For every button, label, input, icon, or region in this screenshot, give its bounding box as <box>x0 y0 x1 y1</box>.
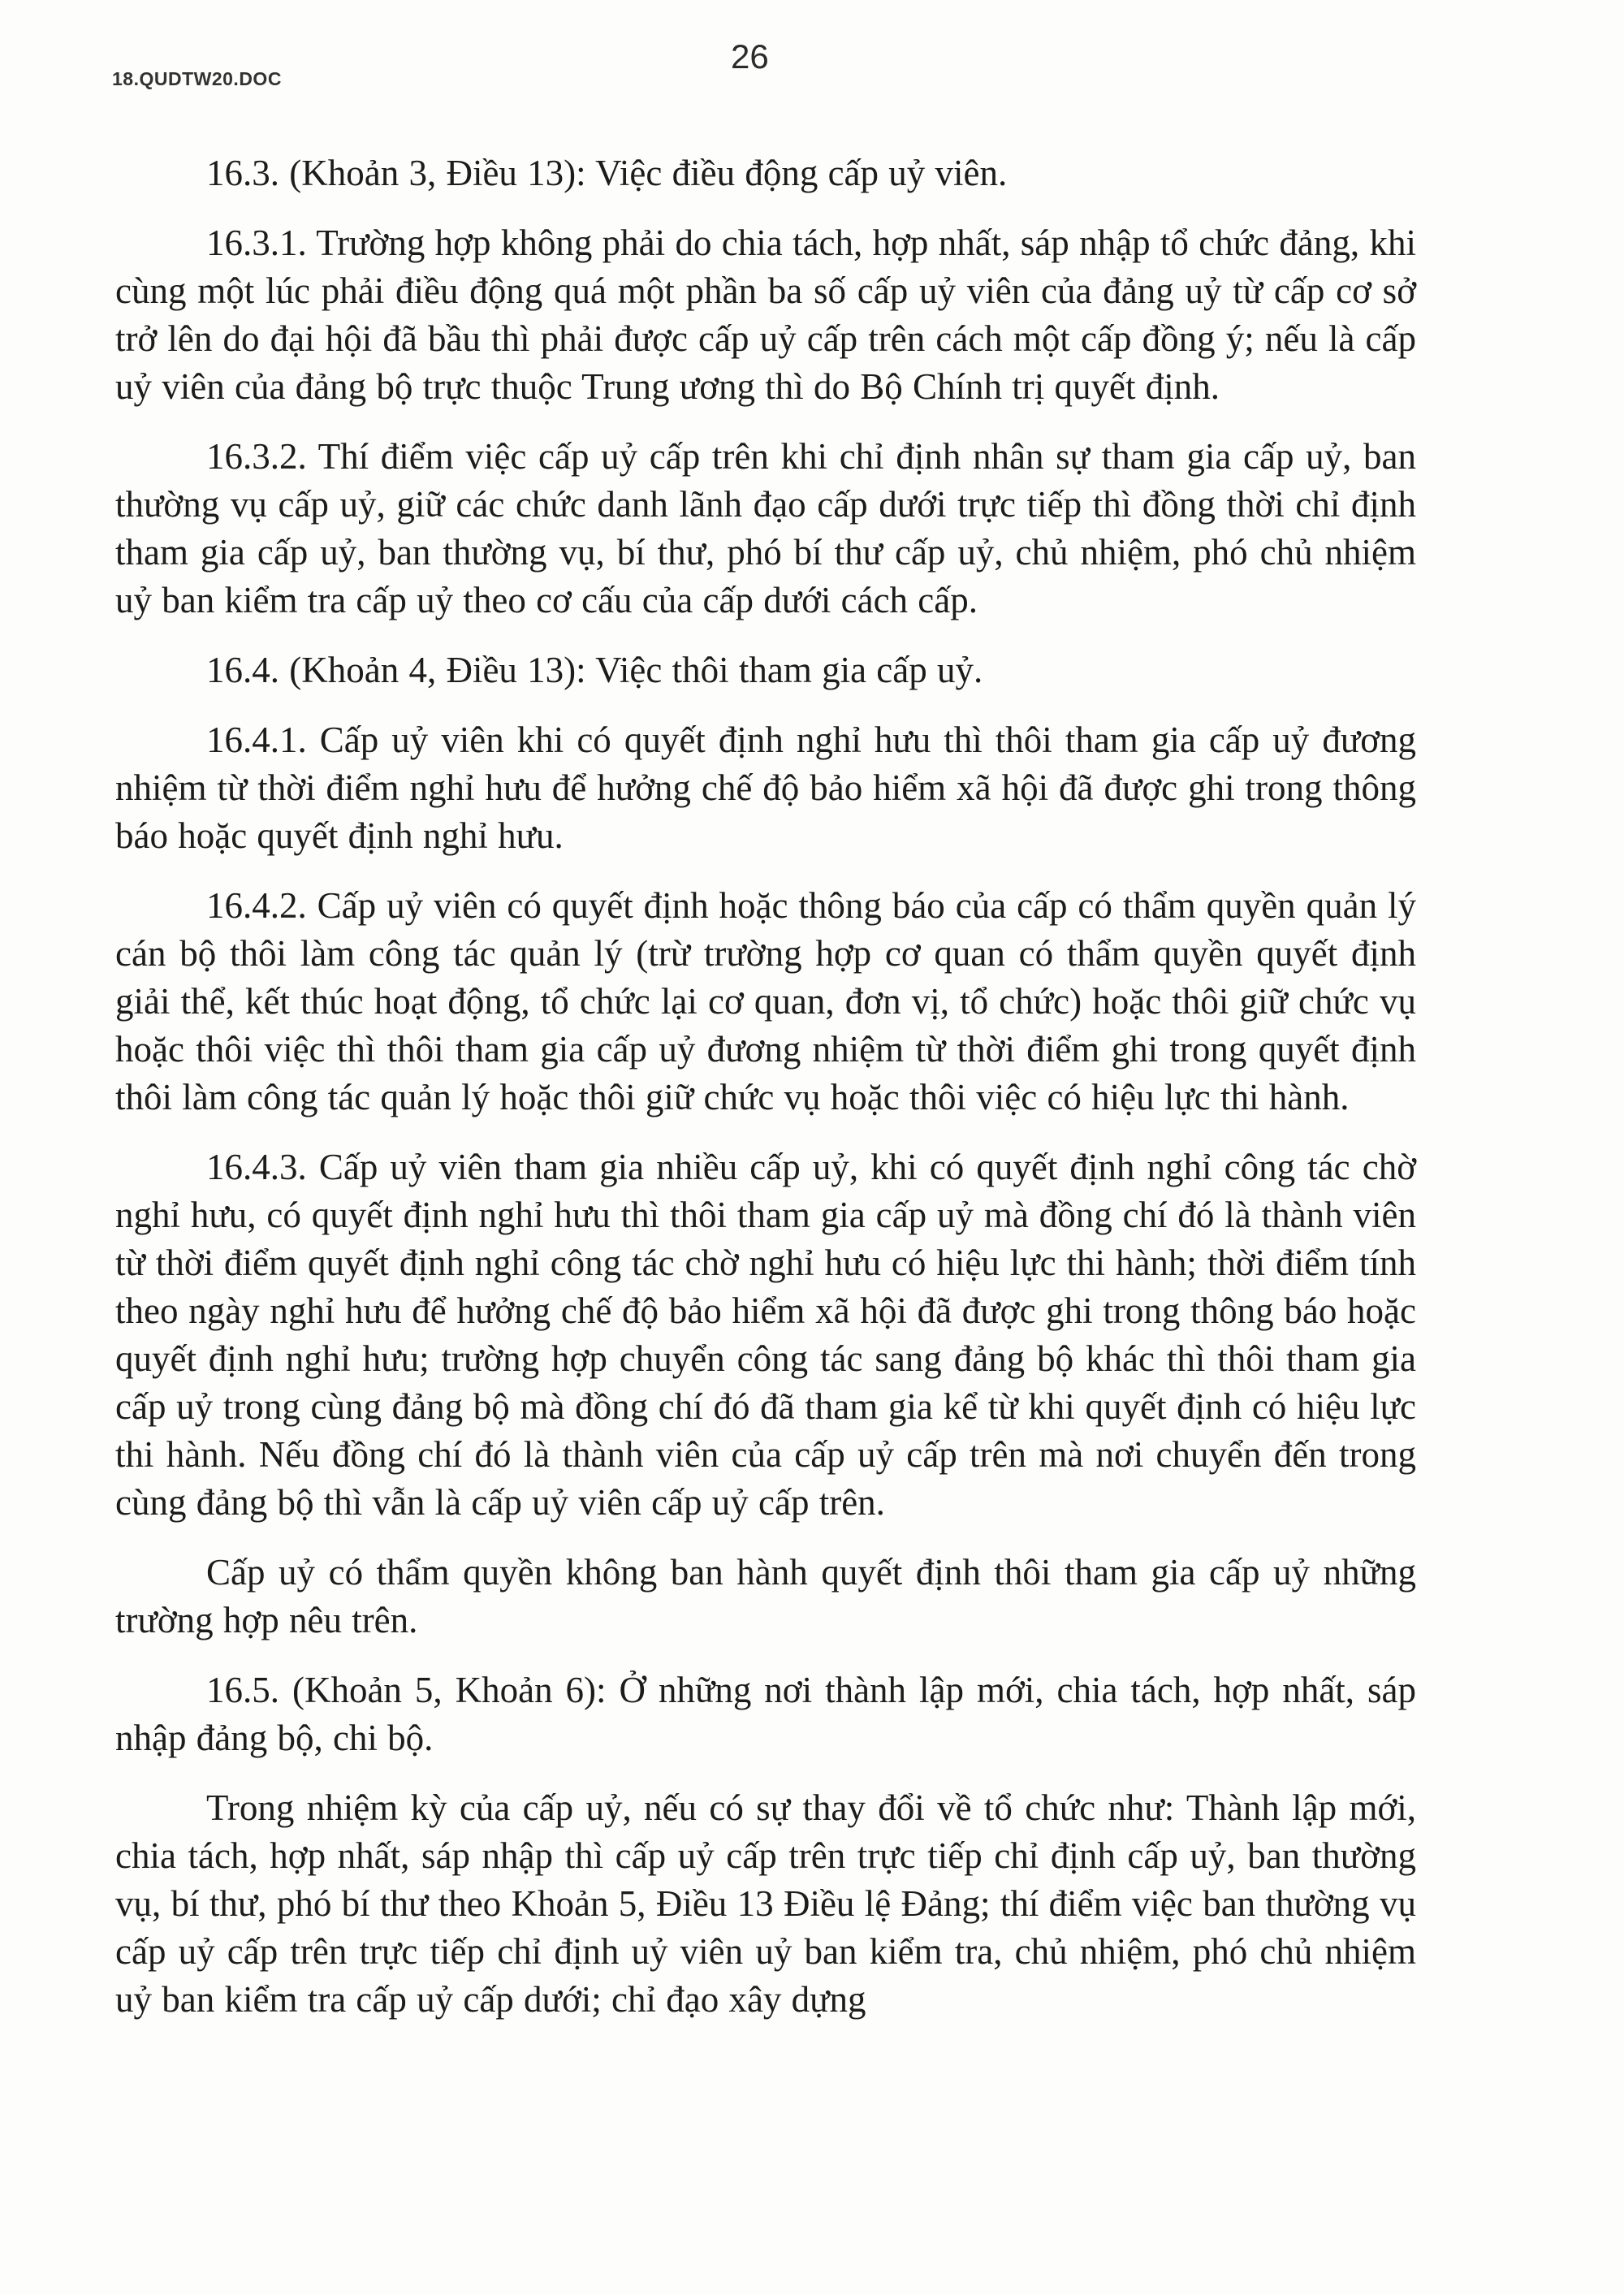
page-number: 26 <box>731 37 769 76</box>
document-body <box>115 149 1416 2046</box>
section-16-4-3-paragraph: 16.4.3. Cấp uỷ viên tham gia nhiều cấp uỷ, khi có quyết định nghỉ công tác chờ nghỉ hưu, có quyết định nghỉ hưu thì thôi tham gia cấp uỷ mà đồng chí đó là thành viên từ thời điểm quyết định nghỉ công tác chờ nghỉ hưu có hiệu lực thi hành; thời điểm tính theo ngày nghỉ hưu để hưởng chế độ bảo hiểm xã hội đã được ghi trong thông báo hoặc quyết định nghỉ hưu; trường hợp chuyển công tác sang đảng bộ khác thì thôi tham gia cấp uỷ trong cùng đảng bộ mà đồng chí đó đã tham gia kể từ khi quyết định có hiệu lực thi hành. Nếu đồng chí đó là thành viên của cấp uỷ cấp trên mà nơi chuyển đến trong cùng đảng bộ thì vẫn là cấp uỷ viên cấp uỷ cấp trên. <box>115 1147 1416 1523</box>
section-16-5-body-paragraph: Trong nhiệm kỳ của cấp uỷ, nếu có sự thay đổi về tổ chức như: Thành lập mới, chia tách, hợp nhất, sáp nhập thì cấp uỷ cấp trên trực tiếp chỉ định cấp uỷ, ban thường vụ, bí thư, phó bí thư theo Khoản 5, Điều 13 Điều lệ Đảng; thí điểm việc ban thường vụ cấp uỷ cấp trên trực tiếp chỉ định uỷ viên uỷ ban kiểm tra, chủ nhiệm, phó chủ nhiệm uỷ ban kiểm tra cấp uỷ cấp dưới; chỉ đạo xây dựng <box>115 1787 1416 2020</box>
section-16-3-1-paragraph: 16.3.1. Trường hợp không phải do chia tách, hợp nhất, sáp nhập tổ chức đảng, khi cùng một lúc phải điều động quá một phần ba số cấp uỷ viên của đảng uỷ từ cấp cơ sở trở lên do đại hội đã bầu thì phải được cấp uỷ cấp trên cách một cấp đồng ý; nếu là cấp uỷ viên của đảng bộ trực thuộc Trung ương thì do Bộ Chính trị quyết định. <box>115 223 1416 407</box>
section-16-3-2-paragraph: 16.3.2. Thí điểm việc cấp uỷ cấp trên khi chỉ định nhân sự tham gia cấp uỷ, ban thường vụ cấp uỷ, giữ các chức danh lãnh đạo cấp dưới trực tiếp thì đồng thời chỉ định tham gia cấp uỷ, ban thường vụ, bí thư, phó bí thư cấp uỷ, chủ nhiệm, phó chủ nhiệm uỷ ban kiểm tra cấp uỷ theo cơ cấu của cấp dưới cách cấp. <box>115 436 1416 620</box>
document-filename: 18.QUDTW20.DOC <box>112 68 282 89</box>
section-16-3-heading: 16.3. (Khoản 3, Điều 13): Việc điều động cấp uỷ viên. <box>206 153 1008 193</box>
section-16-4-heading: 16.4. (Khoản 4, Điều 13): Việc thôi tham gia cấp uỷ. <box>206 650 983 690</box>
section-16-4-1-paragraph: 16.4.1. Cấp uỷ viên khi có quyết định nghỉ hưu thì thôi tham gia cấp uỷ đương nhiệm từ thời điểm nghỉ hưu để hưởng chế độ bảo hiểm xã hội đã được ghi trong thông báo hoặc quyết định nghỉ hưu. <box>115 720 1416 856</box>
section-16-4-note-paragraph: Cấp uỷ có thẩm quyền không ban hành quyết định thôi tham gia cấp uỷ những trường hợp nêu trên. <box>115 1552 1416 1640</box>
section-16-5-heading: 16.5. (Khoản 5, Khoản 6): Ở những nơi thành lập mới, chia tách, hợp nhất, sáp nhập đảng bộ, chi bộ. <box>115 1670 1416 1758</box>
section-16-4-2-paragraph: 16.4.2. Cấp uỷ viên có quyết định hoặc thông báo của cấp có thẩm quyền quản lý cán bộ thôi làm công tác quản lý (trừ trường hợp cơ quan có thẩm quyền quyết định giải thể, kết thúc hoạt động, tổ chức lại cơ quan, đơn vị, tổ chức) hoặc thôi giữ chức vụ hoặc thôi việc thì thôi tham gia cấp uỷ đương nhiệm từ thời điểm ghi trong quyết định thôi làm công tác quản lý hoặc thôi giữ chức vụ hoặc thôi việc có hiệu lực thi hành. <box>115 885 1416 1117</box>
